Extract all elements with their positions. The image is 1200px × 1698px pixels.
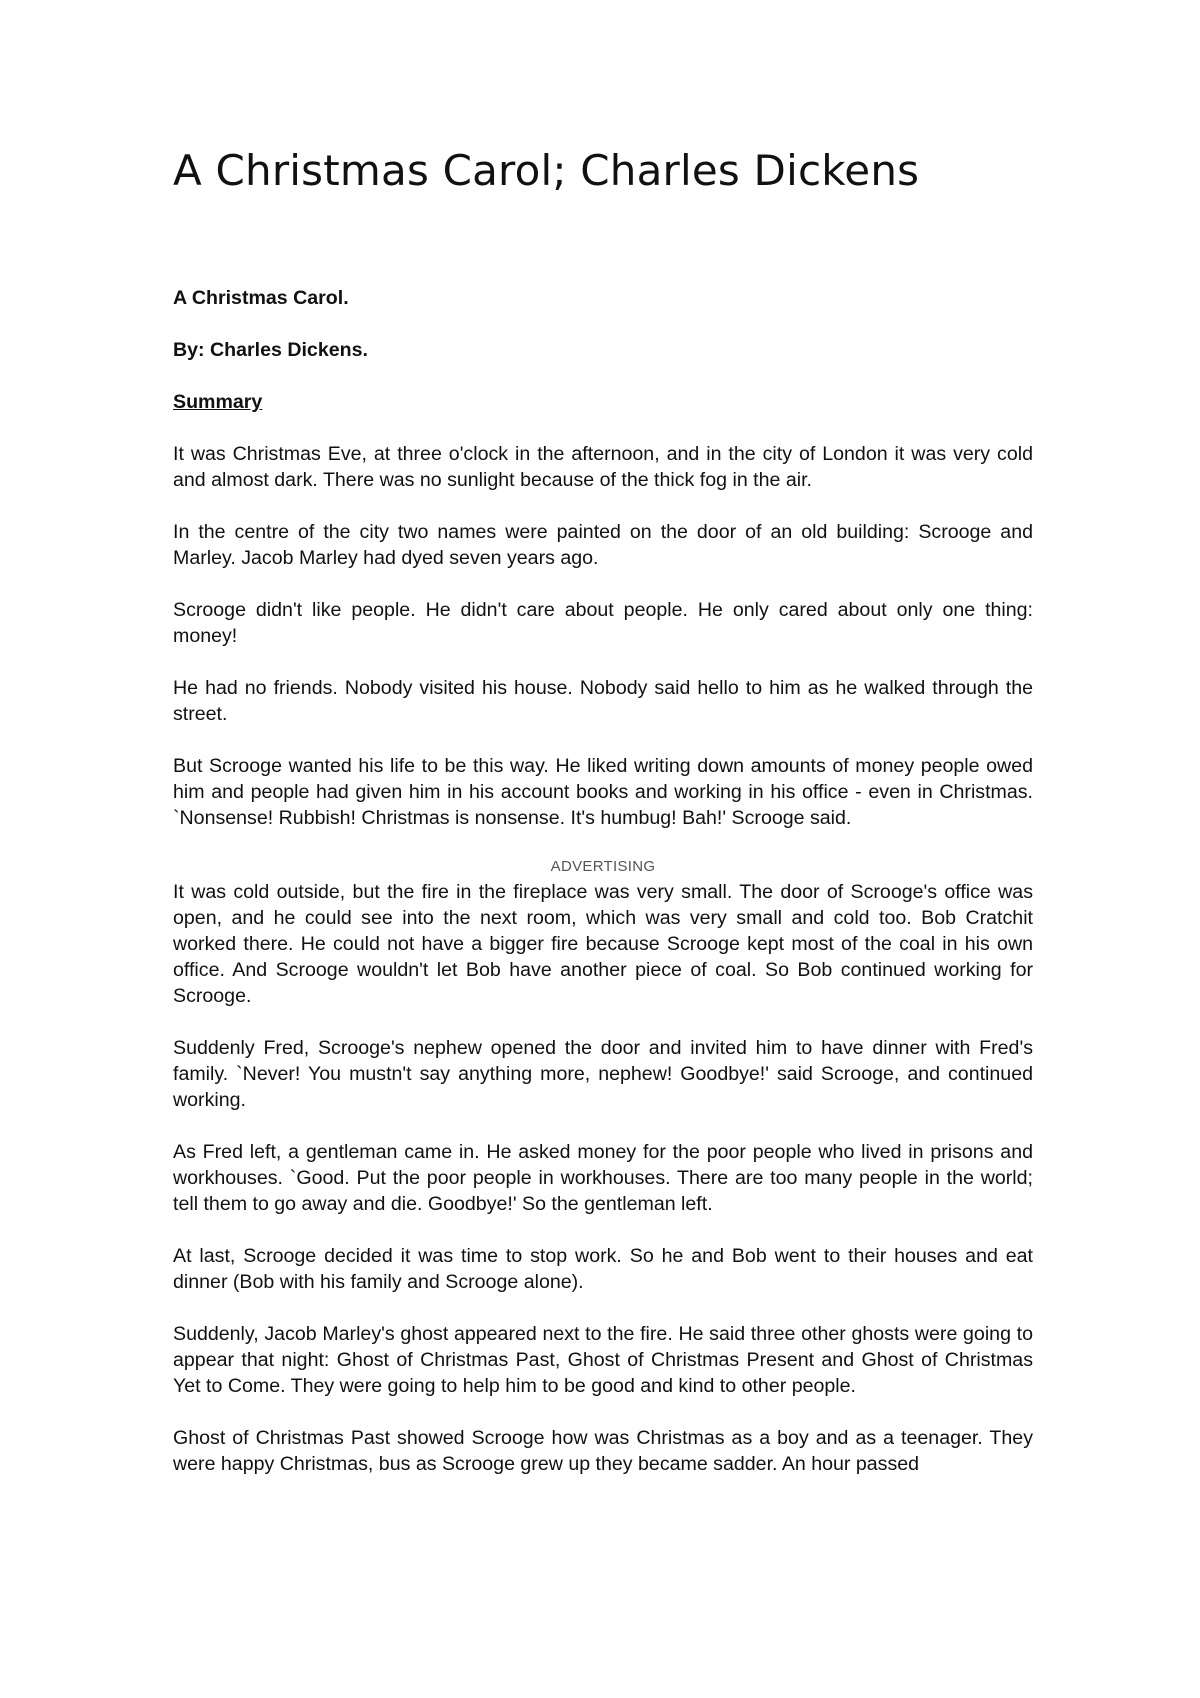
paragraph: At last, Scrooge decided it was time to stop work. So he and Bob went to their houses and eat dinner (Bob with his family and Scrooge alone).: [173, 1245, 1033, 1293]
byline: By: Charles Dickens.: [173, 339, 368, 361]
book-title: A Christmas Carol.: [173, 287, 349, 309]
summary-heading: Summary: [173, 391, 263, 413]
paragraph: Suddenly Fred, Scrooge's nephew opened the door and invited him to have dinner with Fred's family. `Never! You mustn't say anything more, nephew! Goodbye!' said Scrooge, and continued working.: [173, 1037, 1033, 1111]
paragraph: As Fred left, a gentleman came in. He asked money for the poor people who lived in prisons and workhouses. `Good. Put the poor people in workhouses. There are too many people in the world; tell them to go away and die. Goodbye!' So the gentleman left.: [173, 1141, 1033, 1215]
paragraph: It was cold outside, but the fire in the fireplace was very small. The door of Scrooge's office was open, and he could see into the next room, which was very small and cold too. Bob Cratchit worked there. He could not have a bigger fire because Scrooge kept most of the coal in his own office. And Scrooge wouldn't let Bob have another piece of coal. So Bob continued working for Scrooge.: [173, 881, 1033, 1007]
paragraph: Scrooge didn't like people. He didn't care about people. He only cared about only one thing: money!: [173, 599, 1033, 647]
advertising-label: ADVERTISING: [550, 858, 656, 875]
document-body: [173, 285, 1033, 1503]
document-title: A Christmas Carol; Charles Dickens: [173, 146, 920, 195]
paragraph: But Scrooge wanted his life to be this way. He liked writing down amounts of money people owed him and people had given him in his account books and working in his office - even in Christmas. `Nonsense! Rubbish! Christmas is nonsense. It's humbug! Bah!' Scrooge said.: [173, 755, 1033, 829]
summary-heading-line: [173, 389, 1033, 415]
paragraph: In the centre of the city two names were painted on the door of an old building: Scrooge and Marley. Jacob Marley had dyed seven years ago.: [173, 521, 1033, 569]
paragraph: Ghost of Christmas Past showed Scrooge how was Christmas as a boy and as a teenager. They were happy Christmas, bus as Scrooge grew up they became sadder. An hour passed: [173, 1427, 1033, 1475]
paragraph: It was Christmas Eve, at three o'clock in the afternoon, and in the city of London it was very cold and almost dark. There was no sunlight because of the thick fog in the air.: [173, 443, 1033, 491]
paragraph: He had no friends. Nobody visited his house. Nobody said hello to him as he walked through the street.: [173, 677, 1033, 725]
paragraph: Suddenly, Jacob Marley's ghost appeared next to the fire. He said three other ghosts were going to appear that night: Ghost of Christmas Past, Ghost of Christmas Present and Ghost of Christmas Yet to Come. They were going to help him to be good and kind to other people.: [173, 1323, 1033, 1397]
